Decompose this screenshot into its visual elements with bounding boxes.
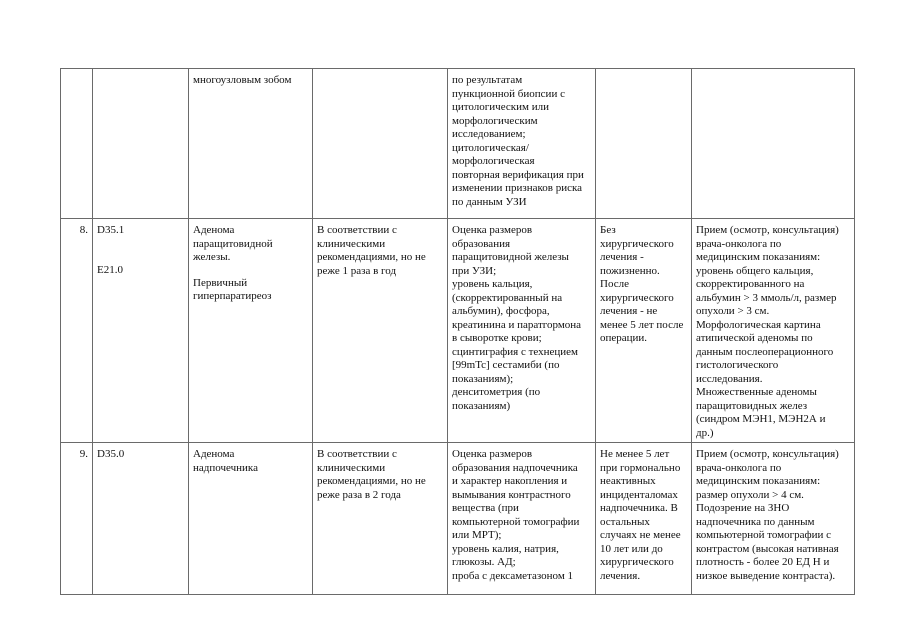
cell-text-line: железы. (193, 251, 231, 263)
cell-text-line: пункционной биопсии с (452, 87, 565, 100)
cell-text-line: Прием (осмотр, консультация) (696, 224, 839, 236)
cell-text-line: альбумин), фосфора, (452, 305, 550, 317)
cell-text-line: исследованием; (452, 128, 526, 140)
cell-text-line: опухоли > 3 см. (696, 305, 770, 317)
cell-text-line: контрастом (высокая нативная (696, 542, 839, 555)
duration-cell (596, 219, 692, 443)
duration-lines-block (600, 224, 687, 346)
control-lines-block (452, 224, 591, 413)
cell-text-line: паращитовидной (193, 237, 273, 250)
indications-cell (692, 443, 855, 595)
cell-text-line: морфологическим (452, 114, 538, 127)
cell-text-line: В соответствии с (317, 224, 397, 236)
cell-text-line: Оценка размеров (452, 224, 533, 236)
cell-text-line: плотность - более 20 ЕД Н и (696, 556, 830, 568)
cell-text-line: (скорректированный на (452, 291, 563, 304)
cell-text-line: Без (600, 224, 616, 236)
cell-text-line: Оценка размеров (452, 448, 533, 460)
control-methods-cell (448, 443, 596, 595)
cell-text-line: менее 5 лет после (600, 318, 684, 331)
control-lines-block (452, 74, 591, 209)
cell-text-line: Аденома (193, 448, 235, 460)
code-lines-block (97, 448, 184, 462)
cell-text-line: при гормонально (600, 461, 681, 474)
diagnosis-cell (189, 219, 313, 443)
cell-text-line: [99mTc] сестамиби (по (452, 359, 560, 371)
cell-text-line: по результатам (452, 74, 523, 86)
cell-text-line: и характер накопления и (452, 475, 568, 487)
cell-text-line: Множественные аденомы (696, 386, 817, 398)
cell-text-line: атипической аденомы по (696, 332, 813, 344)
diagnosis-cell (189, 69, 313, 219)
cell-text-line: альбумин > 3 ммоль/л, размер (696, 291, 837, 304)
cell-text-line: реже 1 раза в год (317, 264, 397, 277)
cell-text-line: креатинина и паратгормона (452, 318, 582, 331)
cell-text-line: размер опухоли > 4 см. (696, 488, 804, 501)
diag-lines-block (193, 224, 308, 265)
duration-cell (596, 443, 692, 595)
cell-text-line: проба с дексаметазоном 1 (452, 569, 574, 582)
cell-text-line: изменении признаков риска (452, 182, 583, 194)
cell-text-line: лечения. (600, 569, 641, 582)
icd-code-cell (93, 443, 189, 595)
cell-text-line: показаниям); (452, 372, 514, 385)
cell-text-line: цитологическим или (452, 101, 549, 113)
cell-text-line: случаях не менее (600, 529, 681, 541)
frequency-cell (313, 443, 448, 595)
cell-text-line: компьютерной томографии (452, 515, 580, 528)
table-body (61, 69, 855, 595)
cell-text-line: повторная верификация при (452, 168, 584, 181)
cell-text-line: инциденталомах (600, 488, 678, 501)
cell-text-line: исследования. (696, 372, 763, 385)
cell-text-line: D35.1 (97, 224, 125, 236)
cell-text-line: вещества (при (452, 502, 519, 514)
duration-cell (596, 69, 692, 219)
cell-text-line: паращитовидных желез (696, 399, 808, 412)
cell-text-line: Первичный (193, 276, 248, 289)
control-lines-block (452, 448, 591, 583)
cell-text-line: клиническими (317, 237, 386, 250)
cell-text-line: по данным УЗИ (452, 195, 527, 208)
icd-code-cell (93, 69, 189, 219)
cell-text-line: сцинтиграфия с технецием (452, 345, 579, 358)
cell-text-line: Прием (осмотр, консультация) (696, 448, 839, 460)
row-number: 8. (79, 224, 88, 236)
cell-text-line: E21.0 (97, 263, 123, 276)
freq-lines-block (317, 448, 443, 502)
cell-text-line: надпочечника (193, 461, 258, 474)
cell-text-line: низкое выведение контраста). (696, 569, 836, 582)
icd-code-cell (93, 219, 189, 443)
clinical-observation-table (60, 68, 855, 595)
table-row (61, 219, 855, 443)
cell-text-line: хирургического (600, 556, 674, 568)
indications-cell (692, 69, 855, 219)
diag-lines-block (193, 448, 308, 475)
cell-text-line: неактивных (600, 475, 656, 487)
indication-lines-block (696, 448, 850, 583)
cell-text-line: цитологическая/ (452, 141, 529, 154)
cell-text-line: уровень общего кальция, (696, 264, 814, 277)
cell-text-line: После (600, 278, 629, 290)
control-methods-cell (448, 219, 596, 443)
indications-cell (692, 219, 855, 443)
cell-text-line: медицинским показаниям: (696, 475, 821, 487)
cell-text-line: Морфологическая картина (696, 318, 821, 331)
duration-lines-block (600, 448, 687, 583)
code2-lines-block (97, 264, 184, 278)
cell-text-line: пожизненно. (600, 264, 660, 277)
cell-text-line: уровень кальция, (452, 278, 533, 290)
cell-text-line: Не менее 5 лет (600, 448, 670, 460)
cell-text-line: хирургического (600, 291, 674, 304)
row-number: 9. (79, 448, 88, 460)
cell-text-line: рекомендациями, но не (317, 475, 426, 487)
cell-text-line: Аденома (193, 224, 235, 236)
cell-text-line: (синдром МЭН1, МЭН2А и (696, 413, 826, 425)
cell-text-line: гиперпаратиреоз (193, 290, 272, 302)
cell-text-line: Подозрение на ЗНО (696, 502, 790, 514)
cell-text-line: 10 лет или до (600, 542, 663, 555)
cell-text-line: гистологического (696, 359, 779, 371)
cell-text-line: образования надпочечника (452, 461, 578, 474)
cell-text-line: в сыворотке крови; (452, 332, 542, 344)
control-methods-cell (448, 69, 596, 219)
cell-text-line: вымывания контрастного (452, 488, 571, 501)
cell-text-line: D35.0 (97, 448, 125, 460)
freq-lines-block (317, 224, 443, 278)
frequency-cell (313, 219, 448, 443)
cell-text-line: врача-онколога по (696, 237, 782, 250)
cell-text-line: врача-онколога по (696, 461, 782, 474)
cell-text-line: паращитовидной железы (452, 251, 569, 263)
cell-text-line: данным послеоперационного (696, 345, 834, 358)
cell-text-line: надпочечника. В (600, 502, 678, 514)
diag2-lines-block (193, 277, 308, 304)
cell-text-line: медицинским показаниям: (696, 251, 821, 263)
cell-text-line: или МРТ); (452, 529, 502, 541)
cell-text-line: морфологическая (452, 155, 535, 167)
cell-text-line: уровень калия, натрия, (452, 542, 559, 555)
diag-lines-block (193, 74, 308, 88)
cell-text-line: операции. (600, 332, 648, 344)
frequency-cell (313, 69, 448, 219)
indication-lines-block (696, 224, 850, 440)
cell-text-line: лечения - (600, 251, 644, 263)
table-row (61, 69, 855, 219)
cell-text-line: компьютерной томографии с (696, 529, 832, 541)
table-row (61, 443, 855, 595)
cell-text-line: др.) (696, 426, 714, 439)
code-lines-block (97, 224, 184, 238)
cell-text-line: клиническими (317, 461, 386, 474)
cell-text-line: глюкозы. АД; (452, 556, 516, 568)
cell-text-line: остальных (600, 515, 650, 528)
cell-text-line: показаниям) (452, 399, 511, 412)
cell-text-line: рекомендациями, но не (317, 251, 426, 263)
cell-text-line: образования (452, 237, 511, 250)
diagnosis-cell (189, 443, 313, 595)
cell-text-line: надпочечника по данным (696, 515, 815, 528)
row-number-cell (61, 219, 93, 443)
cell-text-line: реже раза в 2 года (317, 488, 401, 501)
cell-text-line: денситометрия (по (452, 386, 541, 398)
cell-text-line: лечения - не (600, 305, 658, 317)
cell-text-line: при УЗИ; (452, 264, 497, 277)
cell-text-line: хирургического (600, 237, 674, 250)
row-number-cell (61, 69, 93, 219)
cell-text-line: В соответствии с (317, 448, 397, 460)
row-number-cell (61, 443, 93, 595)
cell-text-line: скорректированного на (696, 278, 805, 290)
cell-text-line: многоузловым зобом (193, 74, 292, 86)
